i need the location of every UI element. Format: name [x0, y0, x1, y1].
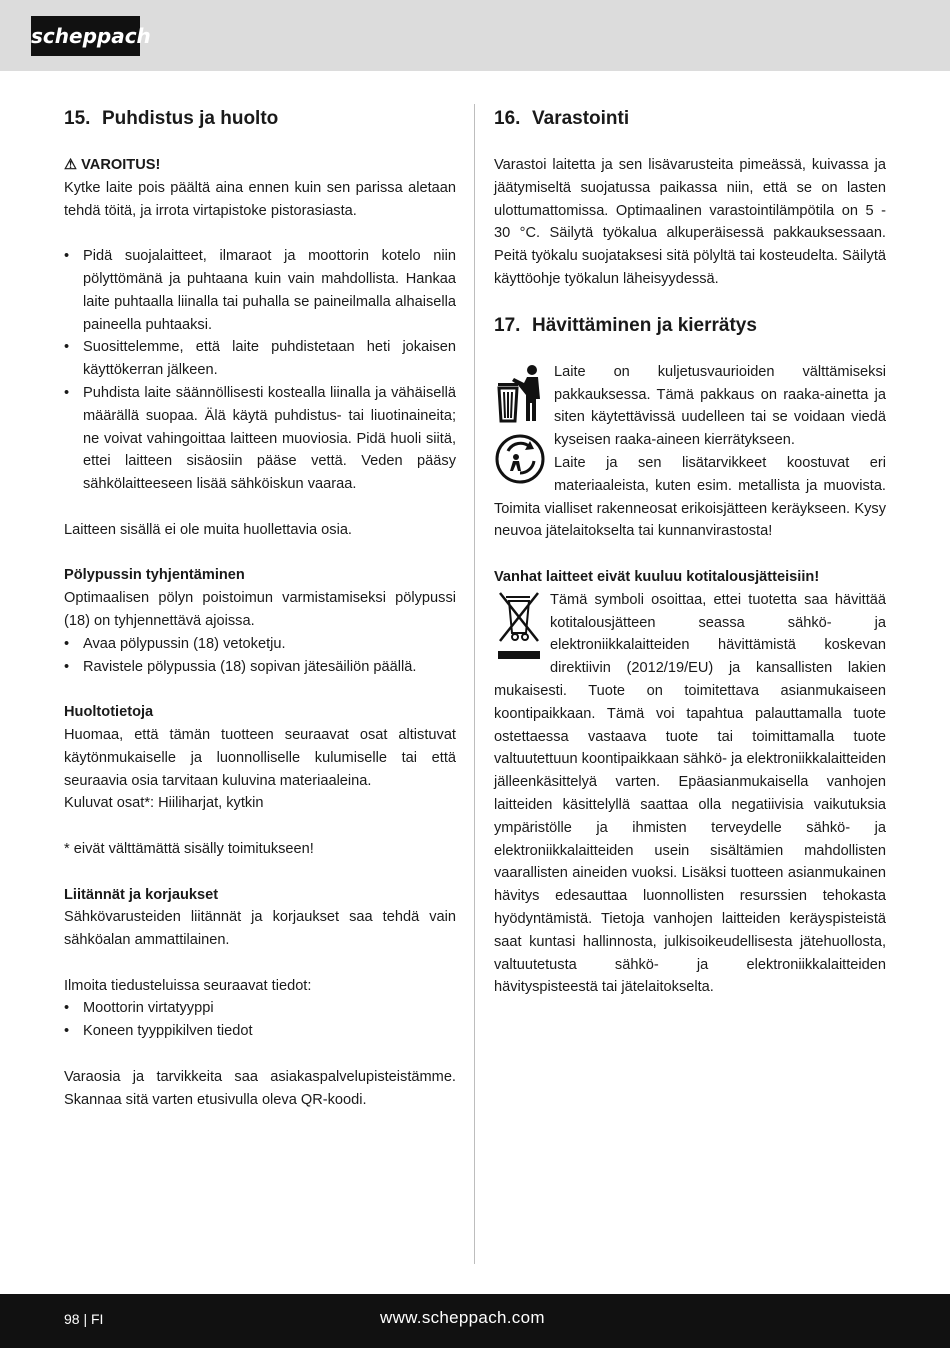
inquiry-list [64, 997, 456, 1043]
list-item: • Suosittelemme, että laite puhdistetaan heti jokaisen käyttökerran jälkeen. [64, 336, 456, 382]
weee-heading: Vanhat laitteet eivät kuuluu kotitalousjätteisiin! [494, 568, 820, 585]
disposal-icons [494, 361, 546, 485]
warning-title: VAROITUS! [81, 157, 161, 173]
column-divider [474, 104, 475, 1264]
cleaning-list [64, 245, 456, 496]
page-number: 98 | FI [64, 1311, 104, 1327]
list-item: • Ravistele pölypussia (18) sopivan jätesäiliön päällä. [64, 656, 456, 679]
storage-text: Varastoi laitetta ja sen lisävarusteita pimeässä, kuivassa ja jäätymiseltä suojatussa paikassa niin, että se on lasten ulottumattomissa. Optimaalinen varastointilämpötila on 5 - 30 °C. Säilytä työkalua alkuperäisessä pakkauksessaan. Peitä työkalu suojataksesi sitä pölyltä tai kosteudelta. Säilytä käyttöohje työkalun läheisyydessä. [494, 157, 886, 287]
crossed-bin-icon [494, 589, 544, 661]
connections-heading: Liitännät ja korjaukset [64, 886, 219, 903]
warning-icon: ⚠ [64, 157, 78, 173]
spares-text: Varaosia ja tarvikkeita saa asiakaspalvelupisteistämme. Skannaa sitä varten etusivulla oleva QR-koodi. [64, 1068, 456, 1108]
dustbag-heading: Pölypussin tyhjentäminen [64, 567, 245, 584]
weee-text: Tämä symboli osoittaa, ettei tuotetta saa hävittää kotitalousjätteen seassa sähkö- ja elektroniikkalaitteiden hävittämistä koskevan direktiivin (2012/19/EU) ja kansallisten lakien mukaisesti. Tuote on toimitettava asianmukaiseen koontipaikkaan. Tämä voi tapahtua palauttamalla tuote ostettaessa vastaava tuote tai toimittamalla tuote valtuutettuun koontipaikkaan sähkö- ja elektroniikkalaitteiden jälleenkäsittelyä varten. Epäasianmukaisella vanhojen laitteiden käsittelyllä saattaa olla negatiivisia vaikutuksia ympäristölle ja ihmisten terveydelle sähkö- ja elektroniikkalaitteiden usein sisältämien mahdollisten vaarallisten aineiden vuoksi. Lisäksi tuotteen asianmukainen hävitys edesauttaa luonnollisten resurssien tehokasta hyödyntämistä. Tietoja vanhojen laitteiden keräyspisteistä saat kuntasi hallinnosta, julkisoikeudellisesta jätehuollosta, valtuutetusta sähkö- ja elektroniikkalaitteiden hävityspisteestä tai jätelaitokselta. [494, 591, 886, 996]
disposal-block [494, 361, 886, 543]
footnote: * eivät välttämättä sisälly toimitukseen! [64, 840, 314, 857]
service-heading: Huoltotietoja [64, 704, 154, 721]
wear-parts: Kuluvat osat*: Hiiliharjat, kytkin [64, 795, 264, 812]
no-parts-note: Laitteen sisällä ei ole muita huollettavia osia. [64, 521, 352, 538]
section-15-heading: 15. Puhdistus ja huolto [64, 108, 279, 129]
recycle-icon [494, 433, 546, 485]
left-column [64, 106, 456, 1111]
weee-block [494, 589, 886, 999]
weee-icon-wrap [494, 589, 544, 661]
disposal-text-1: Laite on kuljetusvaurioiden välttämiseksi pakkauksessa. Tämä pakkaus on raaka-ainetta ja siten käytettävissä uudelleen tai se voidaan viedä kyseisen raaka-aineen kierrätykseen. [554, 363, 886, 449]
list-item: • Koneen tyyppikilven tiedot [64, 1020, 456, 1043]
section-16-heading: 16. Varastointi [494, 108, 630, 129]
dustbag-list [64, 633, 456, 679]
disposal-text-2: Laite ja sen lisätarvikkeet koostuvat eri materiaaleista, kuten esim. metallista ja muovista. Toimita vialliset rakenneosat erikoisjätteen keräykseen. Kysy neuvoa jätelaitokselta tai kunnanvirastosta! [494, 454, 886, 540]
bin-person-icon [494, 361, 546, 433]
warning-text: Kytke laite pois päältä aina ennen kuin sen parissa aletaan tehdä töitä, ja irrota virtapistoke pistorasiasta. [64, 179, 456, 219]
footer-bar [0, 1294, 950, 1348]
list-item: • Moottorin virtatyyppi [64, 997, 456, 1020]
warning-block [64, 154, 456, 222]
section-17-heading: 17. Hävittäminen ja kierrätys [494, 314, 757, 336]
list-item: • Puhdista laite säännöllisesti kostealla liinalla ja vähäisellä määrällä suopaa. Älä käytä puhdistus- tai liuotinaineita; ne voivat vahingoittaa laitteen muoviosia. Pidä huoli siitä, ettei laitteen sisäosiin pääse vettä. Veden pääsy sähkölaitteeseen lisää sähköiskun vaaraa. [64, 382, 456, 496]
header-bar [0, 0, 950, 71]
list-item: • Avaa pölypussin (18) vetoketju. [64, 633, 456, 656]
dustbag-text: Optimaalisen pölyn poistoimun varmistamiseksi pölypussi (18) on tyhjennettävä ajoissa. [64, 590, 456, 629]
inquiry-text: Ilmoita tiedusteluissa seuraavat tiedot: [64, 977, 312, 994]
right-column [494, 106, 886, 999]
website-url: www.scheppach.com [380, 1308, 545, 1327]
service-text: Huomaa, että tämän tuotteen seuraavat osat altistuvat käytönmukaiselle ja luonnolliselle kulumiselle tai että seuraavia osia tarvitaan kuluvina materiaaleina. [64, 726, 456, 789]
scheppach-logo: scheppach [31, 16, 140, 56]
list-item: • Pidä suojalaitteet, ilmaraot ja moottorin kotelo niin pölyttömänä ja puhtaana kuin vain mahdollista. Hankaa laite puhtaalla liinalla tai puhalla se paineilmalla alhaisella paineella puhtaaksi. [64, 245, 456, 336]
connections-text: Sähkövarusteiden liitännät ja korjaukset saa tehdä vain sähköalan ammattilainen. [64, 909, 456, 949]
